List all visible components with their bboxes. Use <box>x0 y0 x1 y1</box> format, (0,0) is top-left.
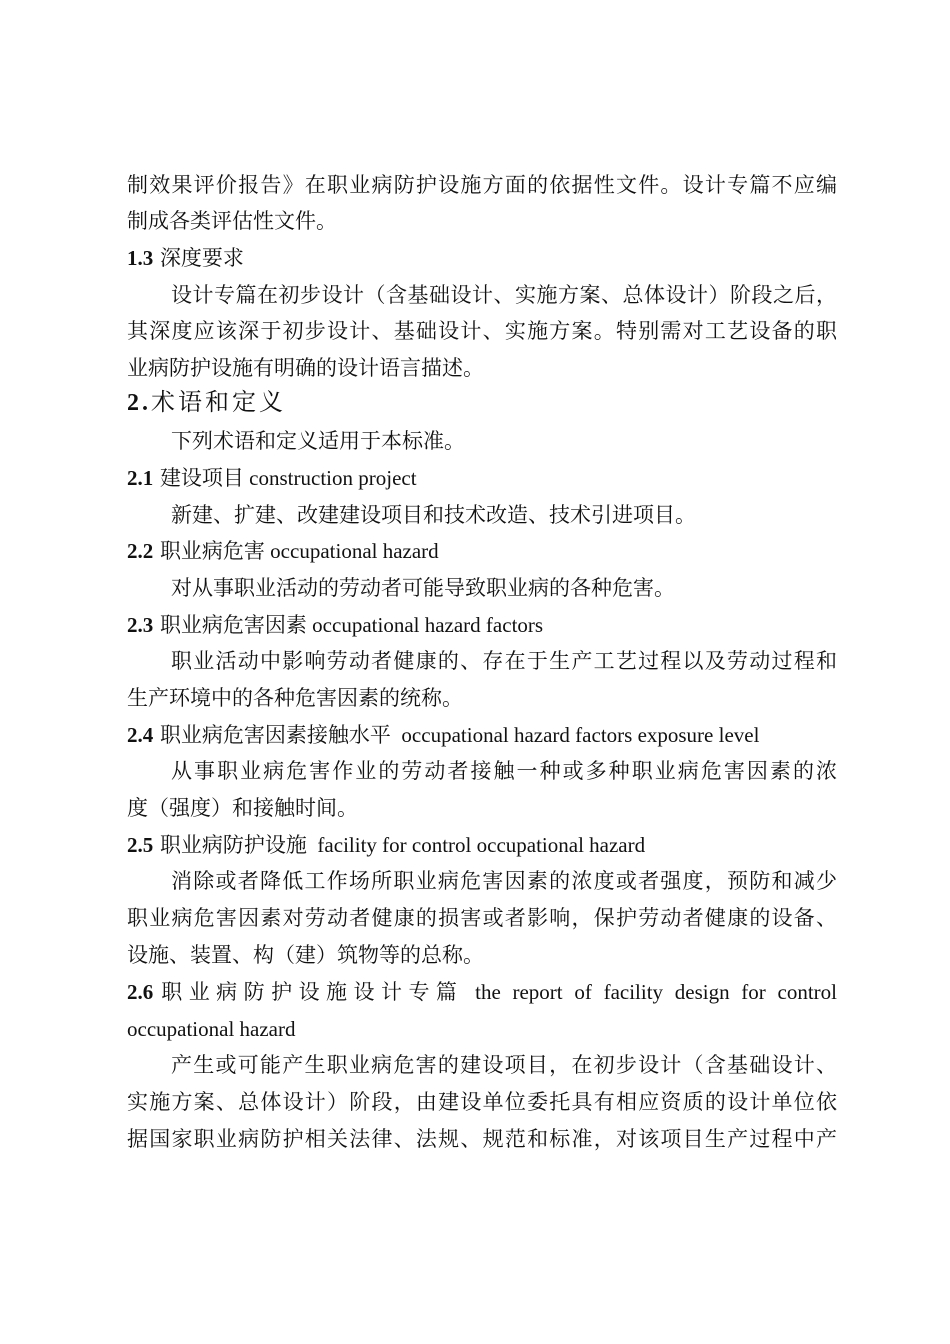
section-title: 职业病危害 occupational hazard <box>159 539 439 563</box>
paragraph-line: 制效果评价报告》在职业病防护设施方面的依据性文件。设计专篇不应编 <box>127 173 837 197</box>
paragraph-line: 设施、装置、构（建）筑物等的总称。 <box>127 943 484 967</box>
section-number: 2. <box>127 390 151 416</box>
section-title: 职业病防护设施 facility for control occupational hazard <box>159 833 646 857</box>
section-title: 职业病危害因素接触水平 occupational hazard factors exposure level <box>159 723 760 747</box>
section-heading-2-2 <box>127 533 837 569</box>
paragraph-line: 生产环境中的各种危害因素的统称。 <box>127 686 463 710</box>
paragraph-line: 下列术语和定义适用于本标准。 <box>171 429 465 453</box>
paragraph-line: 设计专篇在初步设计（含基础设计、实施方案、总体设计）阶段之后， <box>171 283 837 307</box>
section-title: 深度要求 <box>159 246 244 270</box>
paragraph-line: 业病防护设施有明确的设计语言描述。 <box>127 356 484 380</box>
section-number: 2.4 <box>127 723 154 747</box>
paragraph-line: 从事职业病危害作业的劳动者接触一种或多种职业病危害因素的浓 <box>171 759 837 783</box>
section-title: 术语和定义 <box>151 388 286 416</box>
paragraph-line: occupational hazard <box>127 1017 296 1041</box>
paragraph-line: 新建、扩建、改建建设项目和技术改造、技术引进项目。 <box>171 503 696 527</box>
paragraph-line: 对从事职业活动的劳动者可能导致职业病的各种危害。 <box>171 576 675 600</box>
paragraph-line: 制成各类评估性文件。 <box>127 209 337 233</box>
section-number: 2.2 <box>127 539 154 563</box>
paragraph-line: 度（强度）和接触时间。 <box>127 796 358 820</box>
paragraph-line: 其深度应该深于初步设计、基础设计、实施方案。特别需对工艺设备的职 <box>127 319 837 343</box>
section-heading-2-4 <box>127 717 837 753</box>
section-number: 2.3 <box>127 613 154 637</box>
section-number: 2.1 <box>127 466 154 490</box>
section-heading-2-3 <box>127 607 837 643</box>
paragraph-line: 职业病危害因素对劳动者健康的损害或者影响，保护劳动者健康的设备、 <box>127 906 837 930</box>
section-number: 1.3 <box>127 246 154 270</box>
section-title: 职业病防护设施设计专篇 the report of facility design for control <box>161 980 837 1004</box>
section-number: 2.6 <box>127 980 154 1004</box>
paragraph-line: 消除或者降低工作场所职业病危害因素的浓度或者强度，预防和减少 <box>171 869 837 893</box>
section-heading-2-1 <box>127 460 837 496</box>
section-heading-1-3 <box>127 240 837 276</box>
paragraph-line: 据国家职业病防护相关法律、法规、规范和标准，对该项目生产过程中产 <box>127 1127 837 1151</box>
section-heading-2-5 <box>127 827 837 863</box>
paragraph-line: 产生或可能产生职业病危害的建设项目，在初步设计（含基础设计、 <box>171 1053 837 1077</box>
section-title: 职业病危害因素 occupational hazard factors <box>159 613 544 637</box>
section-heading-2 <box>127 384 837 421</box>
section-number: 2.5 <box>127 833 154 857</box>
section-heading-2-6 <box>127 974 837 1010</box>
paragraph-line: 职业活动中影响劳动者健康的、存在于生产工艺过程以及劳动过程和 <box>171 649 837 673</box>
paragraph-line: 实施方案、总体设计）阶段，由建设单位委托具有相应资质的设计单位依 <box>127 1090 837 1114</box>
section-title: 建设项目 construction project <box>159 466 417 490</box>
